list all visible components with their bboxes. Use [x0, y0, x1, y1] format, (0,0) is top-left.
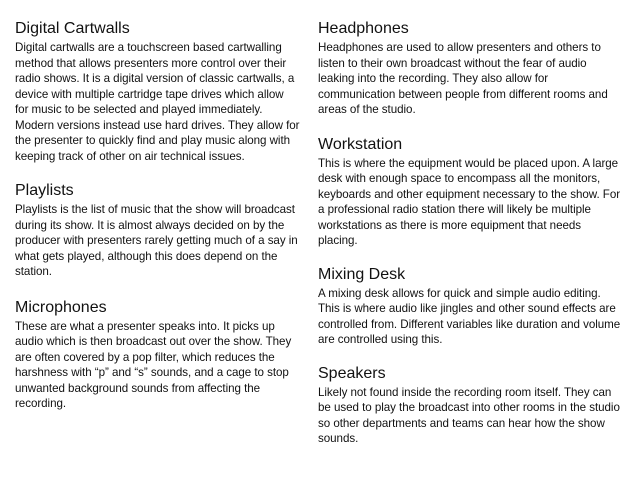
section-heading: Playlists: [15, 182, 74, 199]
section-headphones: [318, 19, 623, 118]
section-workstation: [318, 135, 623, 249]
section-heading: Mixing Desk: [318, 265, 406, 283]
left-column: [15, 19, 300, 412]
section-heading: Headphones: [318, 20, 409, 37]
section-body: This is where the equipment would be placed upon. A large desk with enough space to encompass all the monitors, keyboards and other equipment necessary to the show. For a professional radio station there will likely be multiple workstations as there is more equipment that needs placing.: [318, 156, 621, 247]
section-body: Digital cartwalls are a touchscreen based cartwalling method that allows presenters more control over their radio shows. It is a digital version of classic cartwalls, a device with multiple cartridge tape drives which allow for music to be selected and played immediately. Modern versions instead use hard drives. They allow for the presenter to quickly find and play music along with keeping track of other on air technical issues.: [15, 41, 300, 163]
section-body: Playlists is the list of music that the show will broadcast during its show. It is almost always decided on by the producer with presenters rarely getting much of a say in what gets played, although this does depend on the station.: [15, 203, 298, 278]
section-microphones: [15, 298, 300, 412]
section-heading: Workstation: [318, 135, 403, 153]
section-mixing-desk: [318, 265, 623, 348]
section-body: A mixing desk allows for quick and simple audio editing. This is where audio like jingles and other sound effects are controlled from. Different variables like duration and volume are controlled using this.: [318, 286, 621, 346]
section-body: These are what a presenter speaks into. It picks up audio which is then broadcast out over the show. They are often covered by a pop filter, which reduces the harshness with “p” and “s” sounds, and a cage to stop unwanted background sounds from affecting the recording.: [15, 319, 292, 410]
section-body: Likely not found inside the recording room itself. They can be used to play the broadcast into other rooms in the studio so other departments and teams can hear how the show sounds.: [318, 385, 620, 445]
section-heading: Digital Cartwalls: [15, 20, 130, 37]
section-digital-cartwalls: [15, 19, 300, 164]
section-heading: Microphones: [15, 298, 107, 316]
section-heading: Speakers: [318, 364, 386, 382]
right-column: [318, 19, 623, 447]
section-playlists: [15, 181, 300, 280]
section-body: Headphones are used to allow presenters and others to listen to their own broadcast without the fear of audio leaking into the recording. They also allow for communication between people from different rooms and areas of the studio.: [318, 41, 608, 116]
section-speakers: [318, 364, 623, 447]
